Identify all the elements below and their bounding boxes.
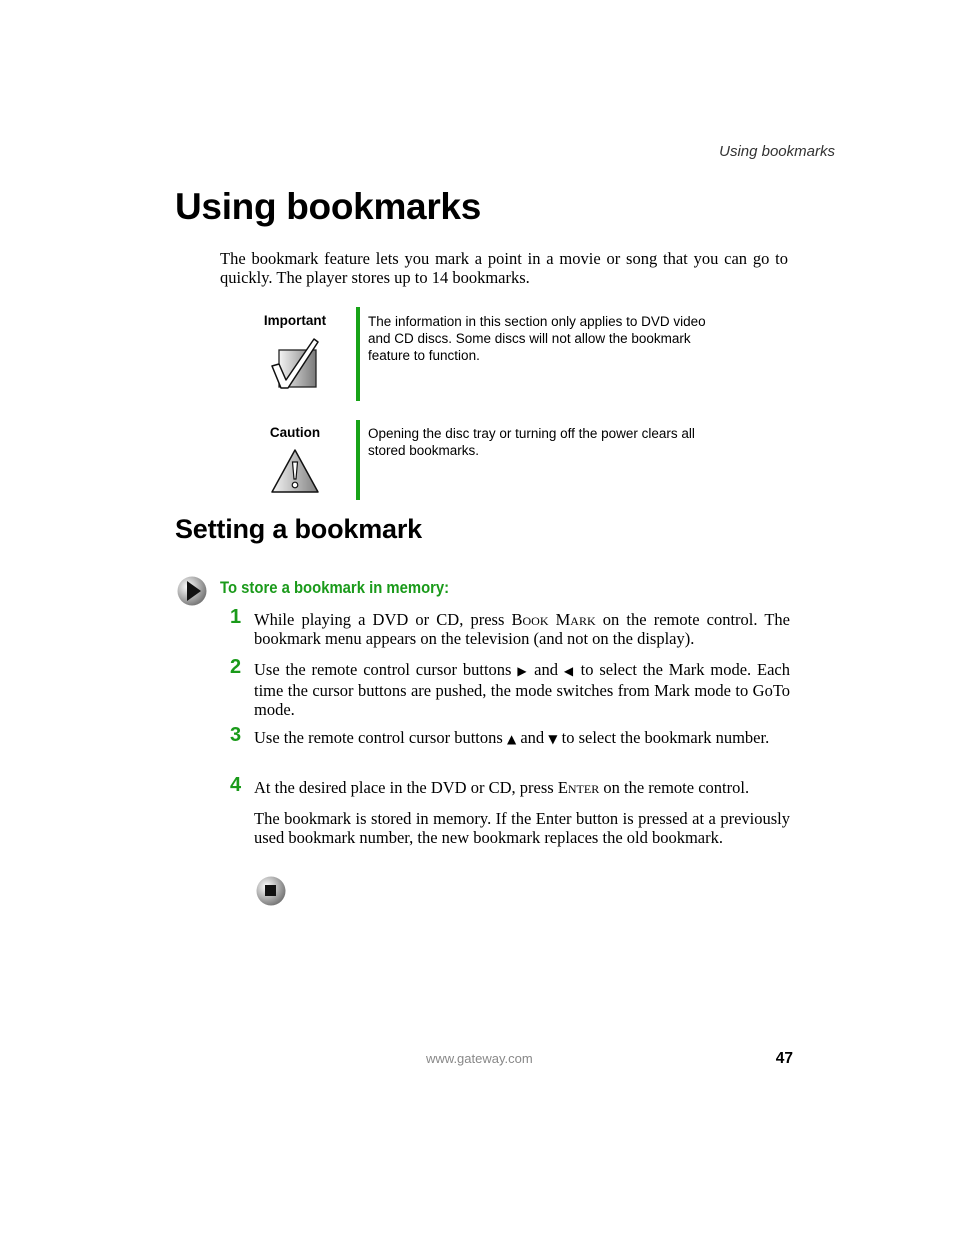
step-number: 1 bbox=[230, 606, 242, 628]
procedure-title: To store a bookmark in memory: bbox=[220, 579, 450, 597]
up-arrow-icon: ▲ bbox=[506, 732, 517, 746]
step-text: Use the remote control cursor buttons ▲ and ▼ to select the bookmark number. bbox=[254, 728, 770, 747]
caution-label: Caution bbox=[269, 425, 321, 440]
important-text: The information in this section only applies to DVD video and CD discs. Some discs will not allow the bookmark feature to function. bbox=[368, 314, 706, 363]
caution-text: Opening the disc tray or turning off the power clears all stored bookmarks. bbox=[368, 426, 695, 458]
key-name: Book Mark bbox=[511, 610, 596, 629]
step-number: 3 bbox=[230, 724, 242, 746]
step-number: 2 bbox=[230, 656, 242, 678]
right-arrow-icon: ▶ bbox=[517, 664, 529, 678]
left-arrow-icon: ◀ bbox=[563, 664, 575, 678]
important-bar bbox=[356, 307, 360, 401]
page-number: 47 bbox=[775, 1050, 793, 1067]
running-head: Using bookmarks bbox=[719, 143, 835, 160]
section-title: Setting a bookmark bbox=[175, 514, 422, 544]
step-text: While playing a DVD or CD, press Book Mark on the remote control. The bookmark menu appears on the television (and not on the display). bbox=[254, 610, 790, 648]
caution-bar bbox=[356, 420, 360, 500]
warning-icon bbox=[270, 448, 320, 499]
stop-icon bbox=[255, 875, 287, 912]
checkmark-icon bbox=[269, 336, 321, 397]
intro-paragraph: The bookmark feature lets you mark a point in a movie or song that you can go to quickly. The player stores up to 14 bookmarks. bbox=[220, 249, 788, 287]
page-title: Using bookmarks bbox=[175, 186, 481, 227]
footer-url: www.gateway.com bbox=[426, 1051, 533, 1066]
step-text: Use the remote control cursor buttons ▶ and ◀ to select the Mark mode. Each time the cursor buttons are pushed, the mode switches from Mark mode to GoTo mode. bbox=[254, 660, 790, 719]
step-number: 4 bbox=[230, 774, 242, 796]
result-paragraph: The bookmark is stored in memory. If the Enter button is pressed at a previously used bookmark number, the new bookmark replaces the old bookmark. bbox=[254, 809, 790, 847]
procedure-arrow-icon bbox=[176, 575, 208, 612]
important-label: Important bbox=[263, 313, 327, 328]
down-arrow-icon: ▼ bbox=[548, 732, 558, 746]
key-name: Enter bbox=[557, 778, 600, 797]
step-text: At the desired place in the DVD or CD, press Enter on the remote control. bbox=[254, 778, 750, 797]
